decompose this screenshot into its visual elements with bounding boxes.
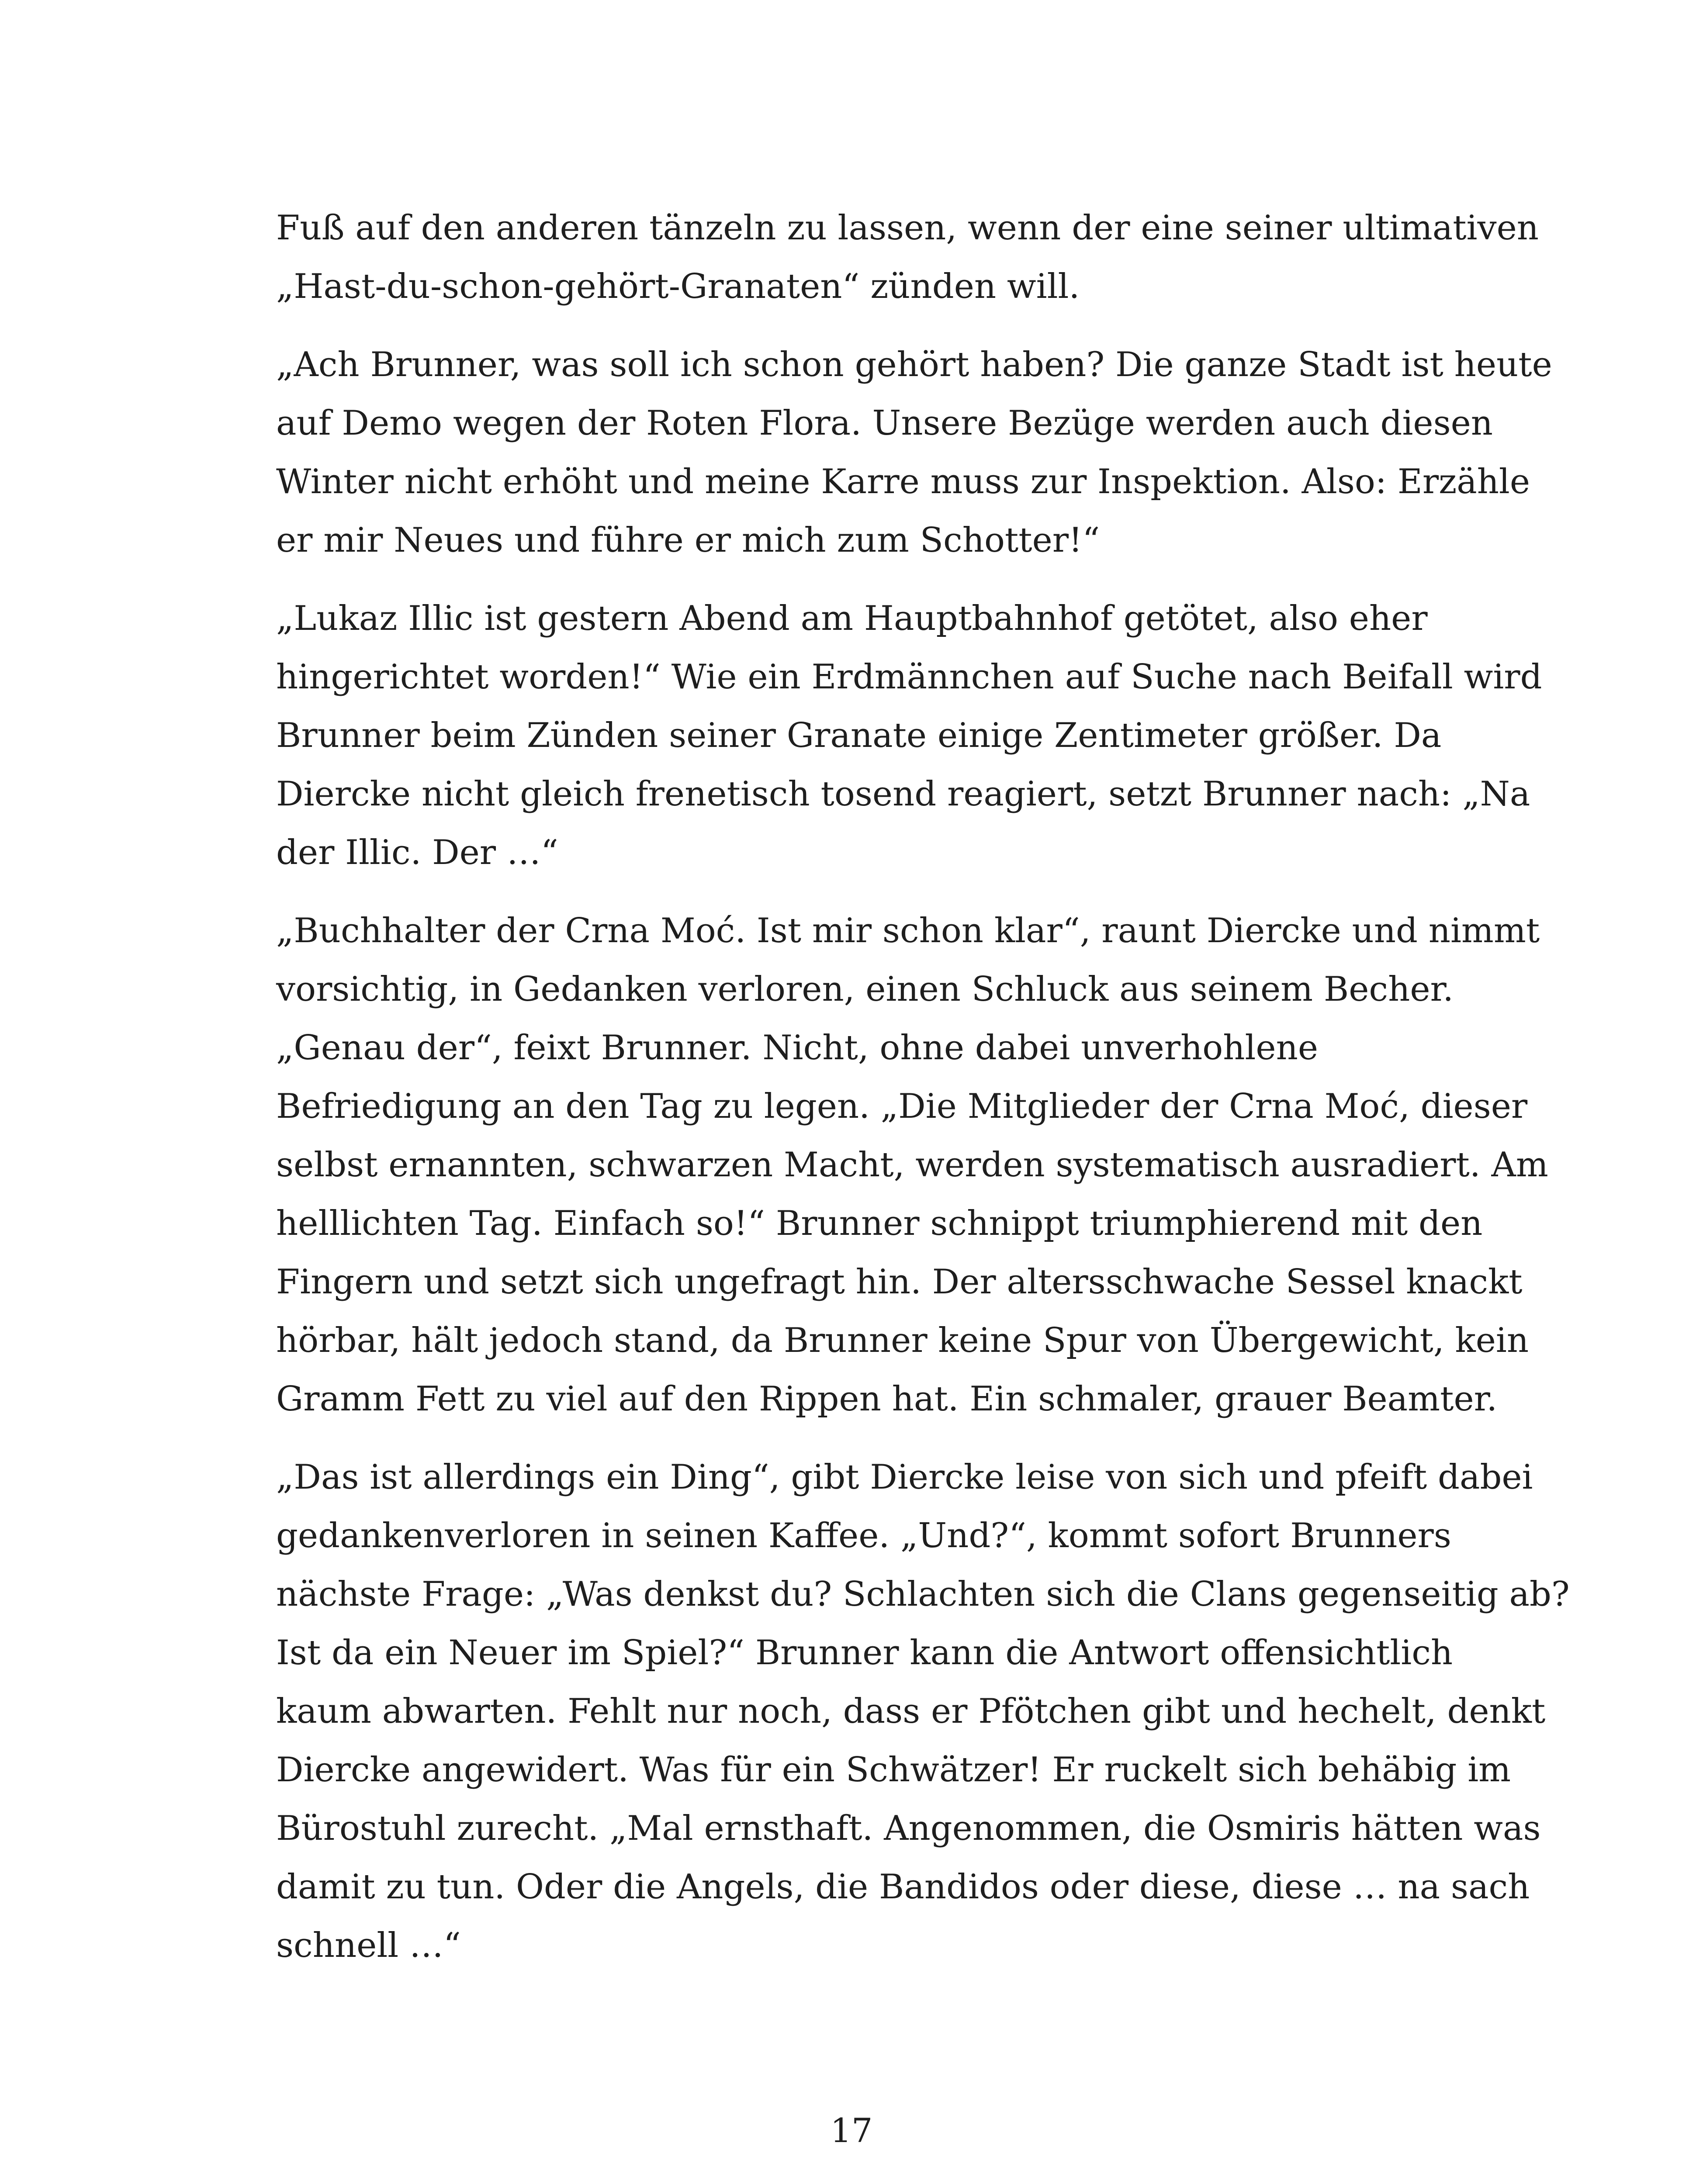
text-line: schnell …“ — [276, 1926, 461, 1965]
text-line: Bürostuhl zurecht. „Mal ernsthaft. Angenommen, die Osmiris hätten was — [276, 1809, 1541, 1848]
text-line: „Buchhalter der Crna Moć. Ist mir schon klar“, raunt Diercke und nimmt — [276, 911, 1540, 950]
text-line: selbst ernannten, schwarzen Macht, werden systematisch ausradiert. Am — [276, 1145, 1548, 1185]
paragraph — [276, 902, 1548, 1428]
text-line: damit zu tun. Oder die Angels, die Bandidos oder diese, diese … na sach — [276, 1867, 1530, 1907]
text-line: helllichten Tag. Einfach so!“ Brunner schnippt triumphierend mit den — [276, 1204, 1483, 1243]
text-line: vorsichtig, in Gedanken verloren, einen Schluck aus seinem Becher. — [276, 970, 1454, 1009]
text-line: Gramm Fett zu viel auf den Rippen hat. Ein schmaler, grauer Beamter. — [276, 1379, 1498, 1419]
text-line: Diercke nicht gleich frenetisch tosend reagiert, setzt Brunner nach: „Na — [276, 774, 1530, 814]
text-line: „Hast-du-schon-gehört-Granaten“ zünden will. — [276, 267, 1080, 306]
paragraph — [276, 589, 1542, 882]
text-line: Diercke angewidert. Was für ein Schwätzer! Er ruckelt sich behäbig im — [276, 1750, 1511, 1790]
body-text — [276, 199, 1570, 1975]
paragraph — [276, 1448, 1570, 1975]
paragraph — [276, 199, 1539, 316]
text-line: gedankenverloren in seinen Kaffee. „Und?“, kommt sofort Brunners — [276, 1516, 1451, 1555]
page-number: 17 — [830, 2111, 873, 2150]
text-line: Winter nicht erhöht und meine Karre muss zur Inspektion. Also: Erzähle — [276, 462, 1530, 501]
text-line: Ist da ein Neuer im Spiel?“ Brunner kann die Antwort offensichtlich — [276, 1633, 1453, 1673]
text-line: Brunner beim Zünden seiner Granate einige Zentimeter größer. Da — [276, 716, 1442, 755]
text-line: kaum abwarten. Fehlt nur noch, dass er Pfötchen gibt und hechelt, denkt — [276, 1692, 1546, 1731]
text-line: nächste Frage: „Was denkst du? Schlachten sich die Clans gegenseitig ab? — [276, 1575, 1570, 1614]
text-line: „Genau der“, feixt Brunner. Nicht, ohne dabei unverhohlene — [276, 1028, 1318, 1068]
text-line: Befriedigung an den Tag zu legen. „Die Mitglieder der Crna Moć, dieser — [276, 1087, 1528, 1126]
text-line: „Lukaz Illic ist gestern Abend am Hauptbahnhof getötet, also eher — [276, 599, 1428, 638]
text-line: hingerichtet worden!“ Wie ein Erdmännchen auf Suche nach Beifall wird — [276, 657, 1542, 697]
text-line: der Illic. Der …“ — [276, 833, 558, 872]
paragraph — [276, 335, 1552, 570]
text-line: „Das ist allerdings ein Ding“, gibt Diercke leise von sich und pfeift dabei — [276, 1458, 1533, 1497]
text-line: Fingern und setzt sich ungefragt hin. Der altersschwache Sessel knackt — [276, 1262, 1523, 1302]
text-line: er mir Neues und führe er mich zum Schotter!“ — [276, 521, 1100, 560]
text-line: hörbar, hält jedoch stand, da Brunner keine Spur von Übergewicht, kein — [276, 1321, 1529, 1360]
text-line: „Ach Brunner, was soll ich schon gehört haben? Die ganze Stadt ist heute — [276, 345, 1552, 384]
text-line: auf Demo wegen der Roten Flora. Unsere Bezüge werden auch diesen — [276, 404, 1493, 443]
text-line: Fuß auf den anderen tänzeln zu lassen, wenn der eine seiner ultimativen — [276, 208, 1539, 248]
